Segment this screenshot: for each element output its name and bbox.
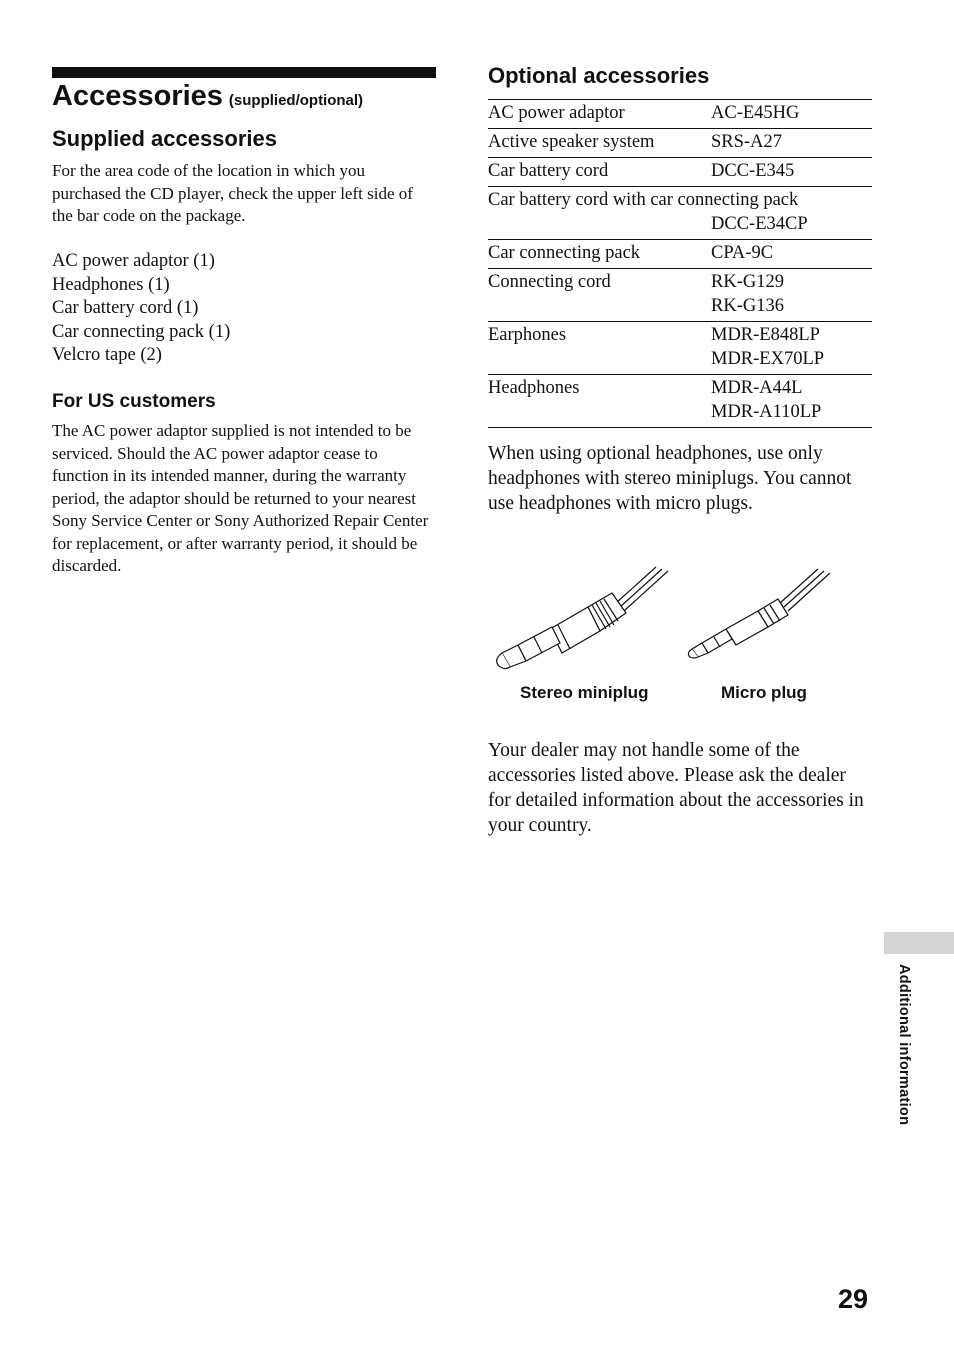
table-cell-name: Earphones bbox=[488, 322, 711, 375]
table-cell-model: MDR-A110LP bbox=[711, 402, 822, 422]
micro-plug-caption: Micro plug bbox=[721, 683, 807, 702]
supplied-intro-text: For the area code of the location in which you purchased the CD player, check the upper left side of the bar code on the package. bbox=[52, 161, 413, 225]
optional-accessories-table bbox=[488, 99, 872, 428]
micro-plug-drawing bbox=[688, 569, 830, 658]
table-cell-model: AC-E45HG bbox=[711, 103, 800, 123]
us-customers-text: The AC power adaptor supplied is not intended to be serviced. Should the AC power adaptor cease to function in its intended manner, during the warranty period, the adaptor should be returned to your nearest Sony Service Center or Sony Authorized Repair Center for replacement, or after warranty period, it should be discarded. bbox=[52, 421, 429, 575]
table-cell-model: MDR-EX70LP bbox=[711, 349, 825, 369]
page-title-suffix: (supplied/optional) bbox=[228, 92, 364, 109]
title-rule bbox=[52, 67, 436, 78]
table-cell-name: Car connecting pack bbox=[488, 240, 711, 269]
table-cell-model: RK-G129 bbox=[711, 272, 784, 292]
supplied-items-list bbox=[52, 250, 230, 368]
dealer-note-text: Your dealer may not handle some of the accessories listed above. Please ask the dealer for detailed information about the accessories in your country. bbox=[488, 740, 864, 836]
table-cell-model: MDR-A44L bbox=[711, 378, 803, 398]
page-title bbox=[52, 80, 363, 113]
table-cell-name: Connecting cord bbox=[488, 269, 711, 322]
list-item: Headphones (1) bbox=[52, 274, 170, 295]
list-item: Car battery cord (1) bbox=[52, 298, 199, 319]
section-tab-label: Additional information bbox=[896, 964, 912, 1126]
table-row bbox=[488, 129, 872, 158]
page-title-text: Accessories bbox=[52, 80, 223, 112]
table-row bbox=[488, 240, 872, 269]
supplied-accessories-heading: Supplied accessories bbox=[52, 126, 277, 151]
table-cell-name: Car battery cord bbox=[488, 158, 711, 187]
headphones-note-text: When using optional headphones, use only headphones with stereo miniplugs. You cannot use headphones with micro plugs. bbox=[488, 443, 852, 514]
optional-accessories-heading: Optional accessories bbox=[488, 63, 710, 88]
list-item: Velcro tape (2) bbox=[52, 345, 162, 366]
table-row bbox=[488, 100, 872, 129]
table-cell-name: Car battery cord with car connecting pack bbox=[488, 190, 799, 210]
table-cell-model: SRS-A27 bbox=[711, 132, 782, 152]
table-cell-name: AC power adaptor bbox=[488, 100, 711, 129]
plug-illustration bbox=[488, 555, 848, 685]
section-tab-marker bbox=[884, 932, 954, 954]
table-row bbox=[488, 269, 872, 322]
table-cell-model: DCC-E34CP bbox=[711, 214, 808, 234]
table-cell-name: Active speaker system bbox=[488, 129, 711, 158]
page-number: 29 bbox=[838, 1284, 869, 1314]
stereo-miniplug-drawing bbox=[497, 567, 668, 669]
table-cell-model: DCC-E345 bbox=[711, 161, 795, 181]
table-cell-model: MDR-E848LP bbox=[711, 325, 820, 345]
table-cell-name: Headphones bbox=[488, 375, 711, 428]
table-row bbox=[488, 187, 872, 240]
table-cell-model: CPA-9C bbox=[711, 243, 774, 263]
table-row bbox=[488, 322, 872, 375]
table-row bbox=[488, 158, 872, 187]
us-customers-heading: For US customers bbox=[52, 391, 216, 412]
table-cell-model: RK-G136 bbox=[711, 296, 784, 316]
list-item: Car connecting pack (1) bbox=[52, 321, 231, 342]
table-row bbox=[488, 375, 872, 428]
stereo-miniplug-caption: Stereo miniplug bbox=[520, 683, 649, 702]
list-item: AC power adaptor (1) bbox=[52, 251, 215, 271]
